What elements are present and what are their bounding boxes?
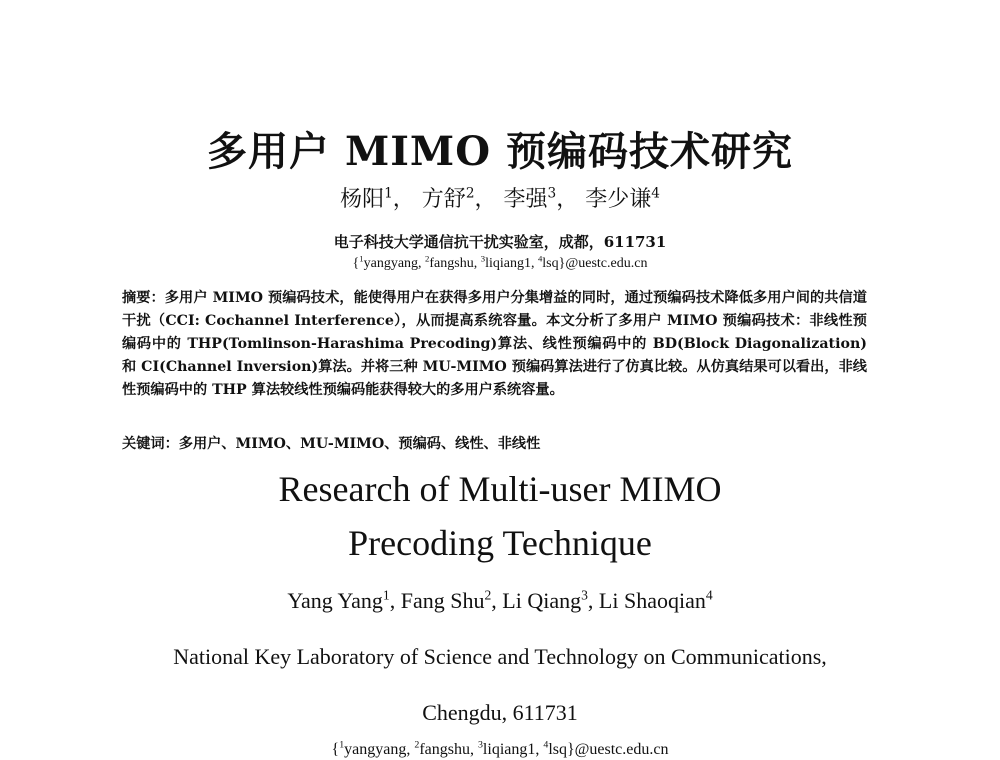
email-user: liqiang1, — [485, 256, 538, 271]
keywords — [122, 433, 867, 456]
english-title-line1: Research of Multi-user MIMO — [278, 469, 722, 509]
email-index: 4 — [537, 253, 543, 264]
author-index: 3 — [547, 185, 557, 202]
author-name: Li Qiang — [502, 588, 582, 613]
email-index: 1 — [359, 253, 364, 264]
keywords-label: 关键词： — [122, 436, 179, 452]
chinese-emails — [0, 253, 1000, 272]
author-index: 4 — [651, 185, 660, 202]
email-index: 4 — [543, 739, 549, 751]
email-user: lsq — [548, 741, 567, 758]
email-user: yangyang, — [363, 256, 426, 271]
separator: , — [587, 588, 599, 613]
author-index: 1 — [384, 185, 393, 202]
email-index: 3 — [477, 739, 483, 751]
author-name: Yang Yang — [287, 588, 383, 613]
english-city: Chengdu, 611731 — [422, 700, 578, 725]
separator: ， — [392, 187, 415, 212]
separator: ， — [474, 187, 497, 212]
email-user: liqiang1, — [482, 741, 544, 758]
email-user: lsq — [542, 256, 559, 271]
author-index: 2 — [465, 185, 475, 202]
email-user: fangshu, — [419, 741, 478, 758]
author-name: 李少谦 — [585, 187, 652, 212]
english-affiliation: National Key Laboratory of Science and Technology on Communications, — [173, 644, 827, 669]
author-index: 3 — [581, 587, 588, 603]
chinese-authors — [0, 182, 1000, 213]
author-index: 4 — [705, 587, 713, 603]
email-user: yangyang, — [344, 741, 415, 758]
email-domain: }@uestc.edu.cn — [558, 256, 648, 271]
abstract-text: 多用户 MIMO 预编码技术，能使得用户在获得多用户分集增益的同时，通过预编码技术降低多用户间的共信道干扰（CCI: Cochannel Interference），从而提高系统容量。本文分析了多用户 MIMO 预编码技术：非线性预编码中的 THP(Tomlinson-Harashima Precoding)算法、线性预编码中的 BD(Block Diagonalization)和 CI(Channel Inversion)算法。并将三种 MU-MIMO 预编码算法进行了仿真比较。从仿真结果可以看出，非线性预编码中的 THP 算法较线性预编码能获得较大的多用户系统容量。 — [122, 290, 867, 398]
english-emails — [0, 741, 1000, 759]
author-name: Li Shaoqian — [598, 588, 706, 613]
separator: , — [389, 588, 401, 613]
author-name: Fang Shu — [400, 588, 485, 613]
author-name: 方舒 — [421, 187, 466, 212]
email-index: 1 — [339, 739, 345, 751]
author-index: 1 — [382, 587, 390, 603]
abstract — [122, 287, 867, 402]
abstract-label: 摘要： — [122, 290, 165, 306]
author-name: 杨阳 — [340, 187, 385, 212]
chinese-title: 多用户 MIMO 预编码技术研究 — [207, 128, 793, 175]
brace-open: { — [331, 741, 340, 758]
separator: , — [491, 588, 503, 613]
email-index: 2 — [414, 739, 420, 751]
email-domain: }@uestc.edu.cn — [566, 741, 669, 758]
keywords-text: 多用户、MIMO、MU-MIMO、预编码、线性、非线性 — [178, 436, 541, 452]
english-title-line2: Precoding Technique — [348, 523, 652, 563]
english-authors — [0, 588, 1000, 614]
brace-open: { — [352, 256, 360, 271]
email-index: 2 — [425, 253, 430, 264]
separator: ， — [556, 187, 579, 212]
chinese-affiliation: 电子科技大学通信抗干扰实验室，成都，611731 — [333, 233, 667, 251]
author-index: 2 — [484, 587, 492, 603]
email-index: 3 — [480, 253, 486, 264]
email-user: fangshu, — [429, 256, 481, 271]
author-name: 李强 — [503, 187, 548, 212]
